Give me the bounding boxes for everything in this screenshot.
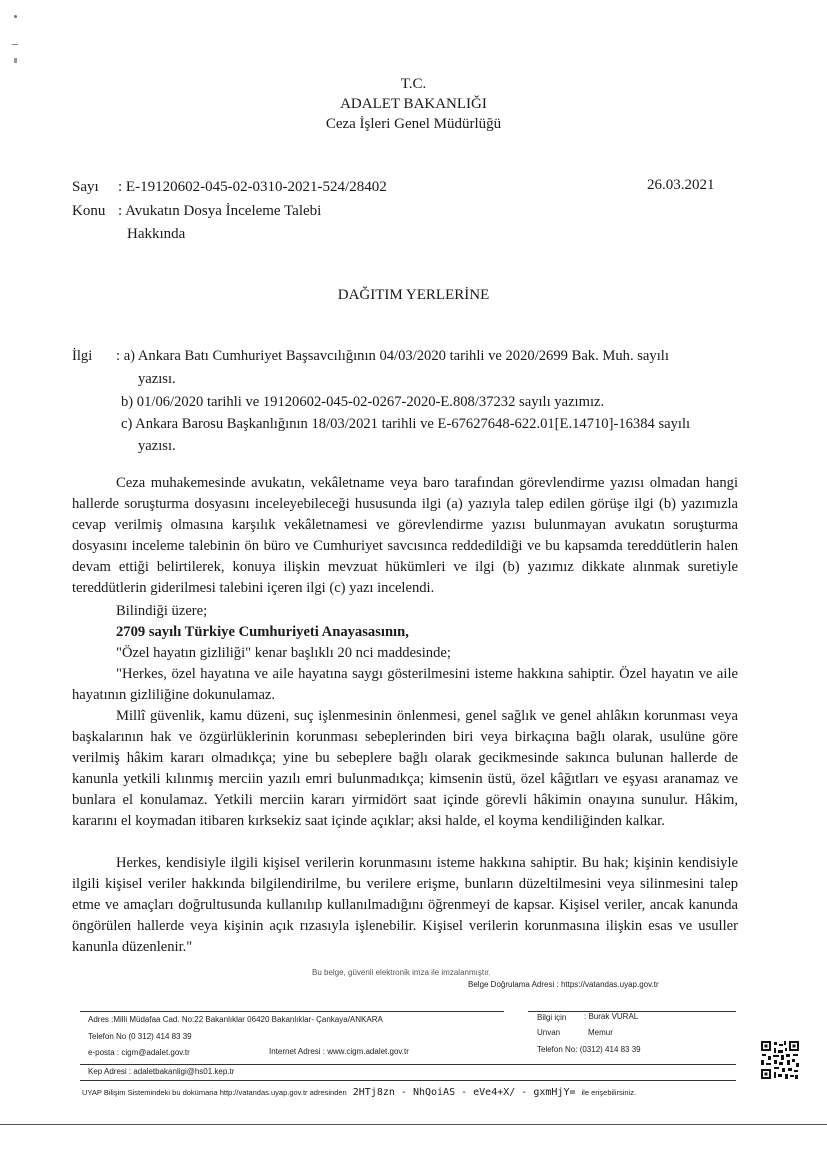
info-name: : Burak VURAL [584,1012,639,1021]
ilgi-c: c) Ankara Barosu Başkanlığının 18/03/2021 tarihli ve E-67627648-622.01[E.14710]-16384 sayılı [121,416,691,432]
uyap-code: 2HTj8zn - NhQoiAS - eVe4+X/ - gxmHjY= [352,1087,576,1098]
document-date: 26.03.2021 [647,177,715,193]
konu-value: : Avukatın Dosya İnceleme Talebi [118,203,322,219]
footer-address: Adres :Milli Müdafaa Cad. No:22 Bakanlıklar 06420 Bakanlıklar- Çankaya/ANKARA [88,1015,383,1024]
footer-internet: Internet Adresi : www.cigm.adalet.gov.tr [269,1047,409,1056]
uyap-post: ile erişebilirsiniz. [581,1088,637,1097]
margin-mark [12,44,18,45]
header-tc: T.C. [400,76,427,92]
info-phone: Telefon No: (0312) 414 83 39 [537,1045,641,1054]
footer-rule-mid [80,1064,736,1065]
ilgi-b: b) 01/06/2020 tarihli ve 19120602-045-02-0267-2020-E.808/37232 sayılı yazımız. [121,394,605,410]
title-value: Memur [588,1028,613,1037]
info-label: Bilgi için [537,1013,567,1022]
esign-note: Bu belge, güvenli elektronik imza ile imzalanmıştır. [312,968,491,977]
ilgi-label: İlgi [72,348,93,364]
margin-mark [14,15,17,18]
recipient: DAĞITIM YERLERİNE [337,287,490,303]
sayi-label: Sayı [72,179,99,195]
uyap-pre: UYAP Bilişim Sistemindeki bu dokümana http://vatandas.uyap.gov.tr adresinden [82,1088,347,1097]
paragraph-6: Millî güvenlik, kamu düzeni, suç işlenmesinin önlenmesi, genel sağlık ve genel ahlâkın korunması veya başkalarının hak ve özgürlüklerinin korunması sebeplerinden biri veya birkaçına bağlı olarak, usulüne göre verilmiş hâkim kararı olmadıkça; yine bu sebeplere bağlı olarak gecikmesinde sakınca bulunan hallerde de kanunla yetkili kılınmış merciin yazılı emri bulunmadıkça; kimsenin üstü, özel kâğıtları ve eşyası aranamaz ve bunlara el konulamaz. Yetkili merciin kararı yirmidört saat içinde görevli hâkimin onayına sunulur. Hâkim, kararını el koymadan itibaren kırksekiz saat içinde açıklar; aksi halde, el koyma kendiliğinden kalkar. [72,708,738,829]
paragraph-4: "Özel hayatın gizliliği" kenar başlıklı 20 nci maddesinde; [116,645,451,661]
paragraph-3: 2709 sayılı Türkiye Cumhuriyeti Anayasasının, [116,624,409,640]
margin-mark [14,58,17,63]
ilgi-a: : a) Ankara Batı Cumhuriyet Başsavcılığının 04/03/2020 tarihli ve 2020/2699 Bak. Muh. sayılı [116,348,669,364]
qr-code [760,1040,800,1080]
header-directorate: Ceza İşleri Genel Müdürlüğü [325,116,502,132]
konu-label: Konu [72,203,106,219]
verification-address: Belge Doğrulama Adresi : https://vatandas.uyap.gov.tr [468,980,659,989]
sayi-value: : E-19120602-045-02-0310-2021-524/28402 [118,179,387,195]
paragraph-5: "Herkes, özel hayatına ve aile hayatına saygı gösterilmesini isteme hakkına sahiptir. Özel hayatın ve aile hayatının gizliliğine dokunulamaz. [72,666,738,703]
title-label: Unvan [537,1028,561,1037]
footer-email: e-posta : cigm@adalet.gov.tr [88,1048,190,1057]
footer-rule-top [80,1011,504,1012]
uyap-line [82,1082,636,1100]
scan-edge [0,1124,827,1125]
paragraph-2: Bilindiği üzere; [116,603,208,619]
ilgi-a-cont: yazısı. [138,371,176,387]
footer-rule-bottom [80,1080,736,1081]
footer-phone: Telefon No (0 312) 414 83 39 [88,1032,192,1041]
footer-kep: Kep Adresi : adaletbakanligi@hs01.kep.tr [88,1067,235,1076]
paragraph-7: Herkes, kendisiyle ilgili kişisel verilerin korunmasını isteme hakkına sahiptir. Bu hak; kişinin kendisiyle ilgili kişisel veriler hakkında bilgilendirilme, bu verilere erişme, bunların düzeltilmesini veya silinmesini talep etme ve amaçları doğrultusunda kullanılıp kullanılmadığını öğrenmeyi de kapsar. Kişisel veriler, ancak kanunda öngörülen hallerde veya kişinin açık rızasıyla işlenebilir. Kişisel verilerin korunmasına ilişkin esas ve usuller kanunla düzenlenir." [72,855,738,955]
ilgi-c-cont: yazısı. [138,438,176,454]
paragraph-1: Ceza muhakemesinde avukatın, vekâletname veya baro tarafından görevlendirme yazısı olmadan hangi hallerde soruşturma dosyasını inceleyebileceği hususunda ilgi (a) yazıyla talep edilen görüşe ilgi (b) yazımızla cevap verilmiş olmasına karşılık vekâletnamesi ve görevlendirme yazısı bulunmayan avukatın soruşturma dosyasını inceleme talebinin ön büro ve Cumhuriyet savcısınca reddedildiği ve bu kapsamda tereddütlerin halen devam ettiği belirtilerek, konuya ilişkin mevzuat hükümleri ve ilgi (b) yazımız dikkate alınmak suretiyle tereddütlerin giderilmesi talebini içeren ilgi (c) yazı incelendi. [72,475,738,596]
header-ministry: ADALET BAKANLIĞI [340,96,487,112]
konu-value-cont: Hakkında [127,226,186,242]
